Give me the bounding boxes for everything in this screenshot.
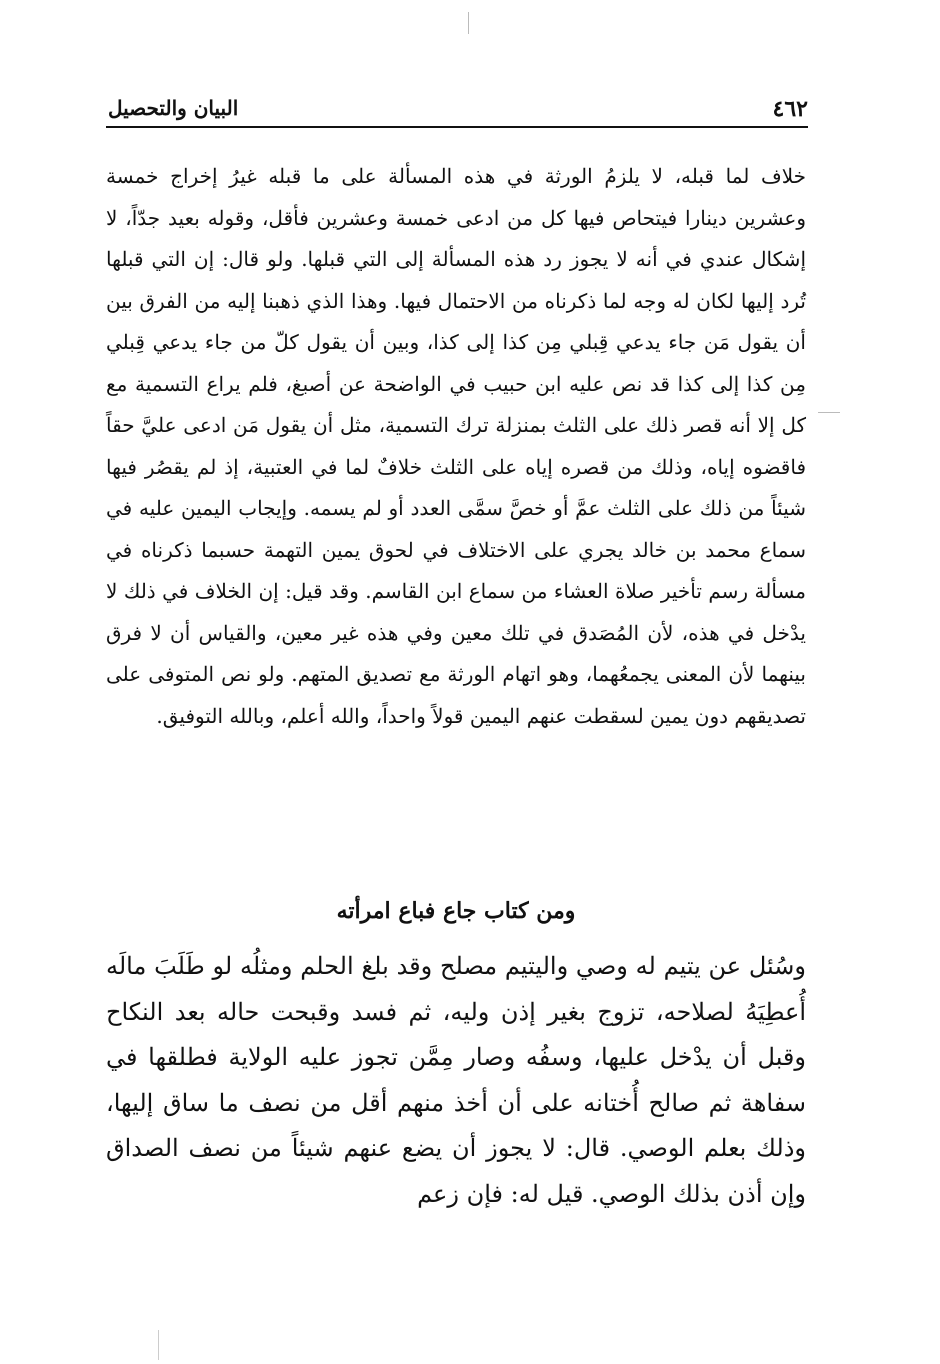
scan-mark-top — [468, 12, 469, 34]
scan-mark-right — [818, 412, 840, 413]
body-text — [106, 156, 806, 737]
page-number: ٤٦٢ — [772, 96, 808, 122]
section-text — [106, 944, 806, 1217]
header-rule — [106, 126, 808, 128]
section-paragraph: وسُئل عن يتيم له وصي واليتيم مصلح وقد بلغ الحلم ومثلُه لو طَلَبَ مالَه أُعطِيَهُ لصلاحه، تزوج بغير إذن وليه، ثم فسد وقبحت حاله بعد النكاح وقبل أن يدْخل عليها، وسفُه وصار مِمَّن تجوز عليه الولاية فطلقها في سفاهة ثم صالح أُختانه على أن أخذ منهم أقل من نصف ما ساق إليها، وذلك بعلم الوصي. قال: لا يجوز أن يضع عنهم شيئاً من نصف الصداق وإن أذن بذلك الوصي. قيل له: فإن زعم — [106, 952, 806, 1208]
page-header — [108, 96, 808, 122]
scan-mark-bottom — [158, 1330, 159, 1360]
running-title: البيان والتحصيل — [108, 96, 239, 120]
body-paragraph: خلاف لما قبله، لا يلزمُ الورثة في هذه المسألة على ما قبله غيرُ إخراج خمسة وعشرين دينارا فيتحاص فيها كل من ادعى خمسة وعشرين فأقل، وقوله بعيد جدّاً، لا إشكال عندي في أنه لا يجوز رد هذه المسألة إلى التي قبلها. ولو قال: إن التي قبلها تُرد إليها لكان له وجه لما ذكرناه من الاحتمال فيها. وهذا الذي ذهبنا إليه من الفرق بين أن يقول مَن جاء يدعي قِبلي مِن كذا إلى كذا، وبين أن يقول كلّ من جاء يدعي قِبلي مِن كذا إلى كذا قد نص عليه ابن حبيب في الواضحة عن أصبغ، فلم يراع التسمية مع كل إلا أنه قصر ذلك على الثلث بمنزلة ترك التسمية، مثل أن يقول مَن ادعى عليَّ حقاً فاقضوه إياه، وذلك من قصره إياه على الثلث خلافٌ لما في العتبية، إذ لم يقصُر فيها شيئاً من ذلك على الثلث عمَّ أو خصَّ سمَّى العدد أو لم يسمه. وإيجاب اليمين عليه في سماع محمد بن خالد يجري على الاختلاف في لحوق يمين التهمة حسبما ذكرناه في مسألة رسم تأخير صلاة العشاء من سماع ابن القاسم. وقد قيل: إن الخلاف في ذلك لا يدْخل في هذه، لأن المُصَدق في تلك معين وفي هذه غير معين، والقياس أن لا فرق بينهما لأن المعنى يجمعُهما، وهو اتهام الورثة مع تصديق المتهم. ولو نص المتوفى على تصديقهم دون يمين لسقطت عنهم اليمين قولاً واحداً، والله أعلم، وبالله التوفيق. — [106, 164, 806, 728]
section-heading: ومن كتاب جاع فباع امرأته — [336, 898, 576, 924]
